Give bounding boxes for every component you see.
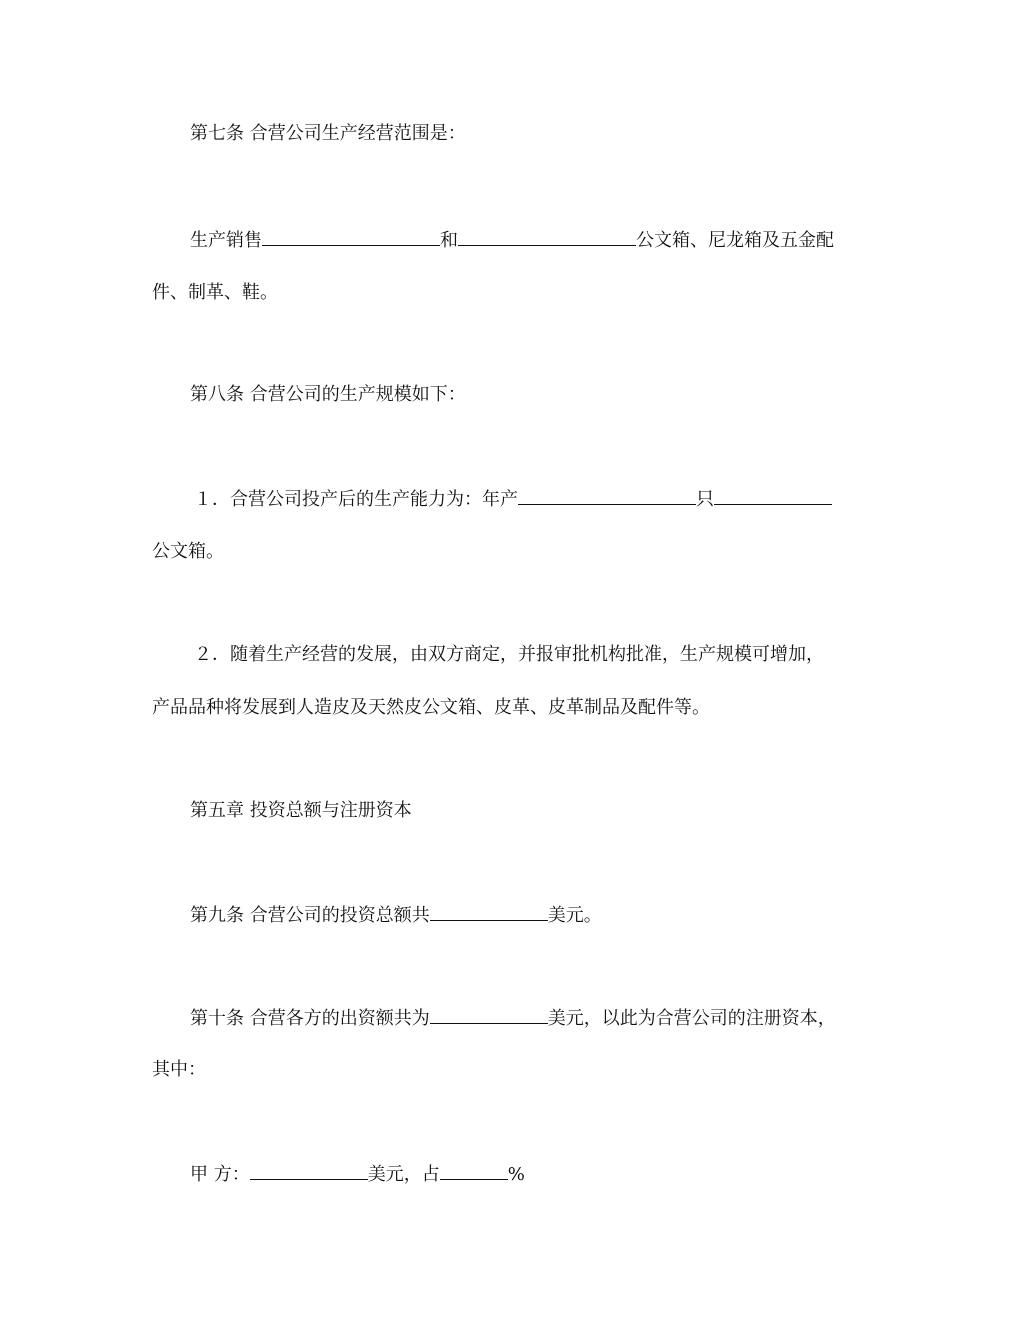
- item-2-text-b: 产品品种将发展到人造皮及天然皮公文箱、皮革、皮革制品及配件等。: [152, 697, 710, 718]
- fill-blank-product-1[interactable]: [262, 227, 440, 246]
- chapter-5-heading-text: 第五章 投资总额与注册资本: [190, 800, 412, 821]
- article-8-heading-text: 第八条 合营公司的生产规模如下：: [190, 384, 466, 405]
- article-7-scope-line-2: [152, 281, 278, 305]
- scope-text-a: 生产销售: [190, 230, 262, 251]
- article-10-text-a: 第十条 合营各方的出资额共为: [190, 1008, 430, 1029]
- article-10-text-c: 其中：: [152, 1059, 206, 1080]
- article-9-text-a: 第九条 合营公司的投资总额共: [190, 905, 430, 926]
- article-8-item-1: [194, 486, 832, 512]
- article-8-item-2: [194, 643, 824, 667]
- article-8-item-2-cont: [152, 696, 710, 720]
- article-8-item-1-cont: [152, 540, 224, 564]
- article-7-heading: [190, 122, 466, 146]
- fill-blank-registered-capital[interactable]: [430, 1005, 548, 1024]
- article-10-cont: [152, 1058, 206, 1082]
- fill-blank-party-a-percent[interactable]: [440, 1161, 508, 1180]
- item-2-text-a: ２．随着生产经营的发展，由双方商定，并报审批机构批准，生产规模可增加，: [194, 644, 824, 665]
- item-1-text-a: １．合营公司投产后的生产能力为：年产: [194, 489, 518, 510]
- article-10-text-b: 美元，以此为合营公司的注册资本，: [547, 1008, 836, 1029]
- item-1-text-b: 只: [696, 489, 714, 510]
- percent-sign: %: [507, 1164, 525, 1185]
- scope-text-c: 公文箱、尼龙箱及五金配: [636, 230, 834, 251]
- party-a-label: 甲 方：: [190, 1164, 250, 1185]
- fill-blank-party-a-amount[interactable]: [250, 1161, 368, 1180]
- chapter-5-heading: [190, 799, 412, 823]
- fill-blank-product-2[interactable]: [458, 227, 636, 246]
- fill-blank-annual-output[interactable]: [518, 486, 696, 505]
- item-1-text-c: 公文箱。: [152, 541, 224, 562]
- article-7-scope-line: [190, 227, 834, 253]
- article-10: [190, 1005, 836, 1031]
- article-8-heading: [190, 383, 466, 407]
- article-9: [190, 902, 602, 928]
- scope-text-d: 件、制革、鞋。: [152, 282, 278, 303]
- fill-blank-product-type[interactable]: [714, 486, 832, 505]
- party-a-contribution: [190, 1161, 525, 1187]
- article-7-heading-text: 第七条 合营公司生产经营范围是：: [190, 123, 466, 144]
- scope-text-b: 和: [440, 230, 458, 251]
- party-a-text-b: 美元，占: [367, 1164, 440, 1185]
- fill-blank-total-investment[interactable]: [430, 902, 548, 921]
- article-9-text-b: 美元。: [547, 905, 602, 926]
